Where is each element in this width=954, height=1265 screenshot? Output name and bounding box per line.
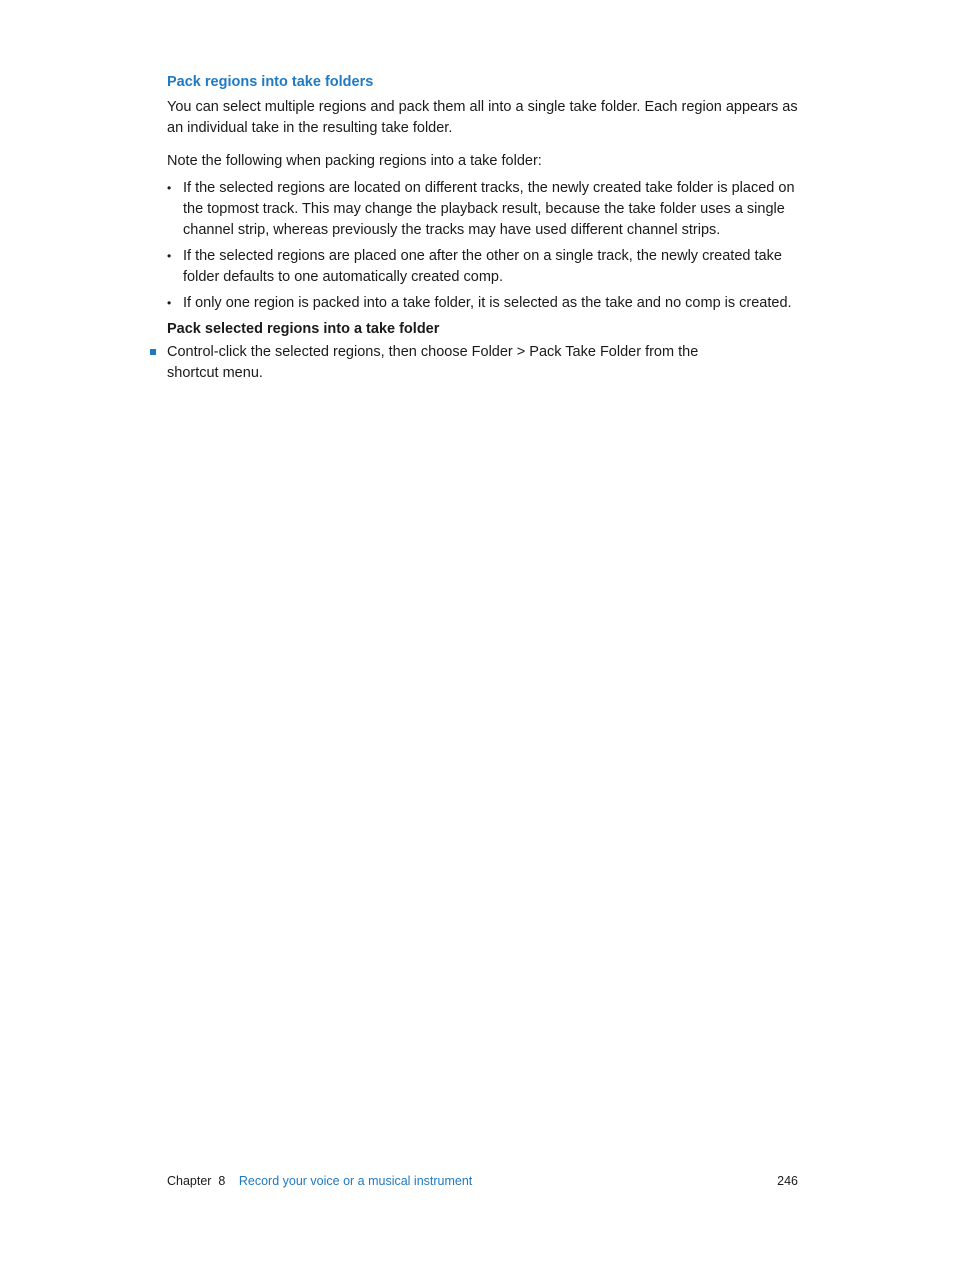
list-item-text: If only one region is packed into a take folder, it is selected as the take and no comp is created. xyxy=(183,295,792,311)
bullet-list xyxy=(167,178,807,314)
section-heading: Pack regions into take folders xyxy=(167,74,374,90)
page-number: 246 xyxy=(777,1174,798,1188)
list-item-text: If the selected regions are placed one after the other on a single track, the newly created take folder defaults to one automatically created comp. xyxy=(183,248,782,285)
chapter-label: Chapter 8 xyxy=(167,1174,226,1188)
list-item xyxy=(167,178,807,241)
list-item-text: If the selected regions are located on different tracks, the newly created take folder is placed on the topmost track. This may change the playback result, because the take folder uses a single channel strip, whereas previously the tracks may have used different channel strips. xyxy=(183,180,795,238)
bullet-icon: • xyxy=(167,249,172,263)
square-bullet-icon xyxy=(150,349,156,355)
page-footer xyxy=(167,1173,798,1189)
task-heading: Pack selected regions into a take folder xyxy=(167,321,440,337)
chapter-title-link[interactable]: Record your voice or a musical instrument xyxy=(238,1174,473,1188)
intro-paragraph: You can select multiple regions and pack them all into a single take folder. Each region appears as an individual take in the resulting take folder. xyxy=(167,99,798,136)
bullet-icon: • xyxy=(167,296,172,310)
task-step-text: Control-click the selected regions, then choose Folder > Pack Take Folder from the shortcut menu. xyxy=(167,344,699,381)
list-item xyxy=(167,246,807,288)
list-item xyxy=(167,293,807,314)
page-content xyxy=(167,72,807,384)
bullet-icon: • xyxy=(167,181,172,195)
note-paragraph: Note the following when packing regions into a take folder: xyxy=(167,153,542,169)
task-step xyxy=(167,342,727,384)
